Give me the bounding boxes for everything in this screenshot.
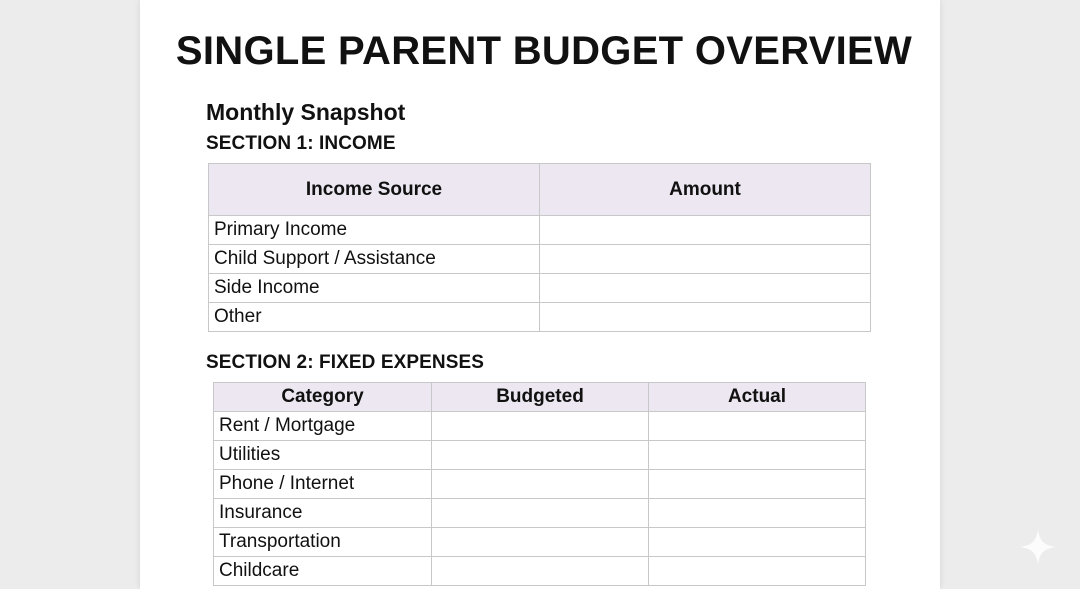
table-row (209, 216, 871, 245)
actual-cell[interactable] (649, 528, 866, 557)
category-cell: Rent / Mortgage (214, 412, 432, 441)
table-row (214, 557, 866, 586)
income-source-cell: Primary Income (209, 216, 540, 245)
income-table-header-row (209, 164, 871, 216)
fixed-expenses-table (213, 382, 866, 586)
table-row (214, 470, 866, 499)
table-row (214, 441, 866, 470)
document-subtitle: Monthly Snapshot (206, 99, 406, 125)
income-section-heading: SECTION 1: INCOME (206, 133, 396, 154)
amount-cell[interactable] (540, 216, 871, 245)
income-source-column-header: Income Source (209, 164, 540, 216)
income-source-cell: Other (209, 303, 540, 332)
budgeted-cell[interactable] (432, 499, 649, 528)
amount-cell[interactable] (540, 245, 871, 274)
budgeted-cell[interactable] (432, 441, 649, 470)
actual-column-header: Actual (649, 383, 866, 412)
table-row (214, 412, 866, 441)
budgeted-cell[interactable] (432, 470, 649, 499)
budgeted-cell[interactable] (432, 412, 649, 441)
amount-cell[interactable] (540, 274, 871, 303)
category-cell: Phone / Internet (214, 470, 432, 499)
category-cell: Insurance (214, 499, 432, 528)
category-column-header: Category (214, 383, 432, 412)
actual-cell[interactable] (649, 412, 866, 441)
document-title: SINGLE PARENT BUDGET OVERVIEW (175, 29, 913, 73)
budgeted-cell[interactable] (432, 528, 649, 557)
table-row (209, 274, 871, 303)
actual-cell[interactable] (649, 557, 866, 586)
fixed-expenses-section-heading: SECTION 2: FIXED EXPENSES (206, 352, 485, 373)
amount-cell[interactable] (540, 303, 871, 332)
budgeted-cell[interactable] (432, 557, 649, 586)
document-page (140, 0, 940, 589)
actual-cell[interactable] (649, 499, 866, 528)
income-source-cell: Side Income (209, 274, 540, 303)
category-cell: Childcare (214, 557, 432, 586)
table-row (209, 303, 871, 332)
amount-column-header: Amount (540, 164, 871, 216)
actual-cell[interactable] (649, 470, 866, 499)
table-row (214, 499, 866, 528)
category-cell: Utilities (214, 441, 432, 470)
table-row (214, 528, 866, 557)
budgeted-column-header: Budgeted (432, 383, 649, 412)
category-cell: Transportation (214, 528, 432, 557)
actual-cell[interactable] (649, 441, 866, 470)
sparkle-icon (1018, 527, 1058, 567)
income-table (208, 163, 871, 332)
income-source-cell: Child Support / Assistance (209, 245, 540, 274)
table-row (209, 245, 871, 274)
fixed-expenses-header-row (214, 383, 866, 412)
